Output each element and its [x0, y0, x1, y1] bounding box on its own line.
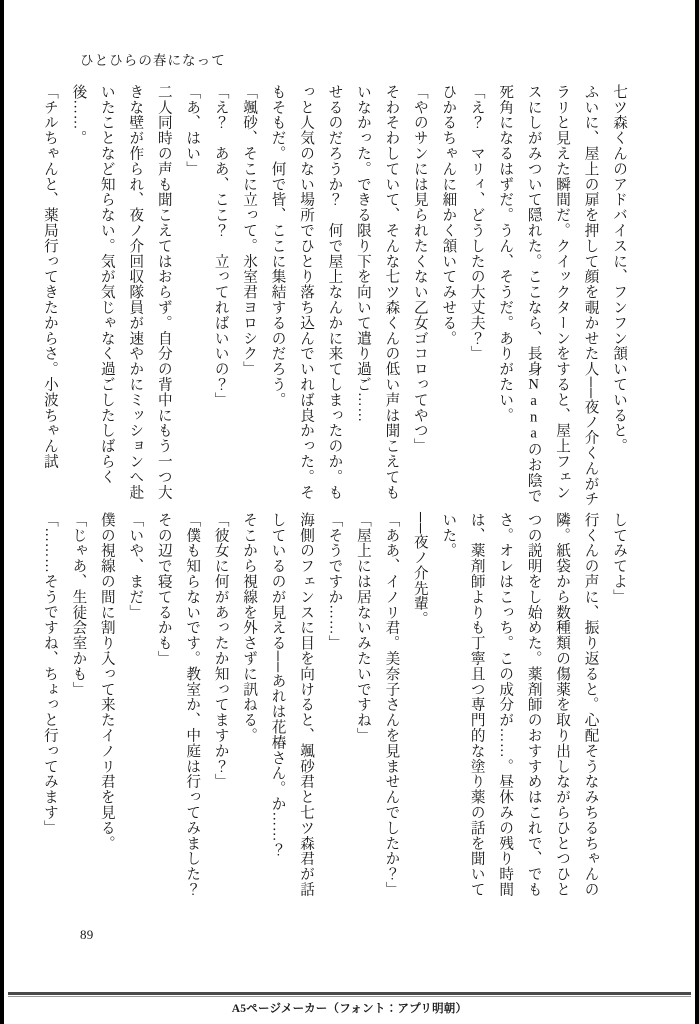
- page-number: 89: [80, 927, 94, 942]
- paragraph: せるのだろうか？ 何で屋上なんかに来てしまったのか。もっと人気のない場所でひとり落ち込んでいれば良かった。そもそもだ。何で皆、ここに集結するのだろう。: [269, 84, 343, 500]
- body-text-lower-block: [41, 512, 633, 913]
- footer-credit: A5ページメーカー（フォント：アプリ明朝）: [231, 1003, 468, 1015]
- paragraph: 「僕も知らないです。教室か、中庭は行ってみました？ その辺で寝てるかも」: [155, 512, 201, 913]
- paragraph: 「あ、はい」: [184, 84, 201, 177]
- paragraph: 「ああ、イノリ君。美奈子さんを見ませんでしたか？」: [383, 512, 400, 898]
- paragraph: 「彼女に何があったか知ってますか？」: [212, 512, 229, 790]
- footer-divider: [8, 992, 691, 995]
- paragraph: 海側のフェンスに目を向けると、颯砂君と七ツ森君が話しているのが見える──あれは花椿さん。か……？: [269, 512, 315, 898]
- paragraph: 「そうですか……」: [326, 512, 343, 651]
- paragraph: 「颯砂、そこに立って。氷室君ヨロシク」: [241, 84, 258, 377]
- paragraph: ひかるちゃんに細かく頷いてみせる。: [440, 84, 457, 346]
- paragraph: そわそわしていて、そんな七ツ森くんの低い声は聞こえてもいなかった。できる限り下を向いて遣り過ご……: [354, 84, 400, 500]
- paragraph: 僕の視線の間に割り入って来たイノリ君を見る。: [98, 512, 115, 851]
- paragraph: 「いや、まだ」: [127, 512, 144, 620]
- paragraph: 行くんの声に、振り返ると。心配そうなみちるちゃんの隣。紙袋から数種類の傷薬を取り出しながらひとつひとつの説明をし始めた。薬剤師のおすすめはこれで、でもさ。オレはこっち。この成分が……。昼休みの残り時間は、薬剤師よりも丁寧且つ専門的な塗り薬の話を聞いていた。: [440, 512, 599, 898]
- paragraph: 「え？ マリィ、どうしたの大丈夫？」: [468, 84, 485, 362]
- paragraph: してみてよ」: [611, 512, 627, 605]
- paragraph: ──夜ノ介先輩。: [411, 512, 428, 627]
- paragraph: 「………そうですね、ちょっと行ってみます」: [41, 512, 58, 836]
- body-text-upper-block: [41, 84, 633, 514]
- paragraph: 「屋上には居ないみたいですね」: [354, 512, 371, 744]
- paragraph: 「チルちゃんと、薬局行ってきたからさ。小波ちゃん試: [41, 84, 58, 470]
- running-head: ひとひらの春になって: [80, 53, 226, 68]
- paragraph: 七ツ森くんのアドバイスに、フンフン頷いていると。: [611, 84, 627, 454]
- paragraph: 「やのサンには見られたくない乙女ゴコロってやつ」: [411, 84, 428, 454]
- paragraph: 「じゃあ、生徒会室かも」: [70, 512, 87, 697]
- paragraph: ふいに、屋上の扉を押して顔を覗かせた人──夜ノ介くんがチラリと見えた瞬間だ。クイックターンをすると、屋上フェンスにしがみついて隠れた。ここなら、長身Nanaのお陰で死角になるはずだ。うん、そうだ。ありがたい。: [497, 84, 599, 507]
- page-top-edge: [4, 0, 695, 4]
- paragraph: 二人同時の声も聞こえてはおらず。自分の背中にもう一つ大きな壁が作られ、夜ノ介回収隊員が速やかにミッションへ赴いたことなど知らない。気が気じゃなく過ごしたしばらく後……。: [70, 84, 172, 500]
- paragraph: そこから視線を外さずに訊ねる。: [241, 512, 258, 744]
- paragraph: 「え？ ああ、ここ？ 立ってればいいの？」: [212, 84, 229, 408]
- latin-run: Nana: [525, 376, 542, 442]
